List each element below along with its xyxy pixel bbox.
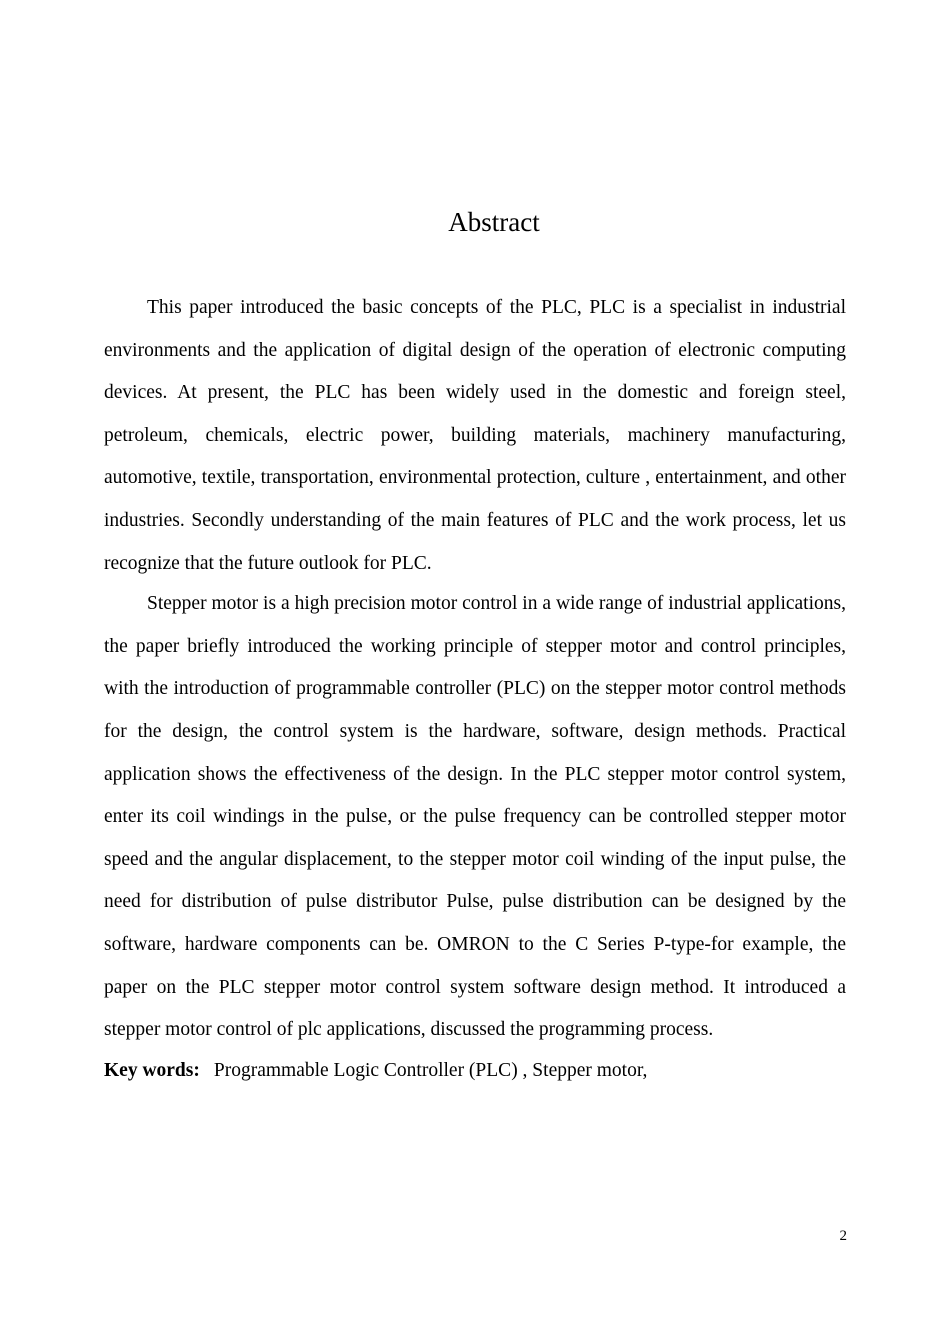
keywords-line (104, 1050, 846, 1093)
abstract-paragraph-1: This paper introduced the basic concepts of the PLC, PLC is a specialist in industrial environments and the application of digital design of the operation of electronic computing devices. At present, the PLC has been widely used in the domestic and foreign steel, petroleum, chemicals, electric power, building materials, machinery manufacturing, automotive, textile, transportation, environmental protection, culture , entertainment, and other industries. Secondly understanding of the main features of PLC and the work process, let us recognize that the future outlook for PLC. (104, 297, 846, 574)
page-number: 2 (839, 1228, 847, 1244)
keywords-value: Programmable Logic Controller (PLC) , Stepper motor, (213, 1059, 648, 1081)
abstract-paragraph-2: Stepper motor is a high precision motor control in a wide range of industrial applications, the paper briefly introduced the working principle of stepper motor and control principles, with the introduction of programmable controller (PLC) on the stepper motor control methods for the design, the control system is the hardware, software, design methods. Practical application shows the effectiveness of the design. In the PLC stepper motor control system, enter its coil windings in the pulse, or the pulse frequency can be controlled stepper motor speed and the angular displacement, to the stepper motor coil winding of the input pulse, the need for distribution of pulse distributor Pulse, pulse distribution can be designed by the software, hardware components can be. OMRON to the C Series P-type-for example, the paper on the PLC stepper motor control system software design method. It introduced a stepper motor control of plc applications, discussed the programming process. (104, 593, 846, 1041)
abstract-body (104, 287, 846, 1092)
page-title: Abstract (448, 207, 540, 237)
keywords-label: Key words: (104, 1059, 200, 1081)
